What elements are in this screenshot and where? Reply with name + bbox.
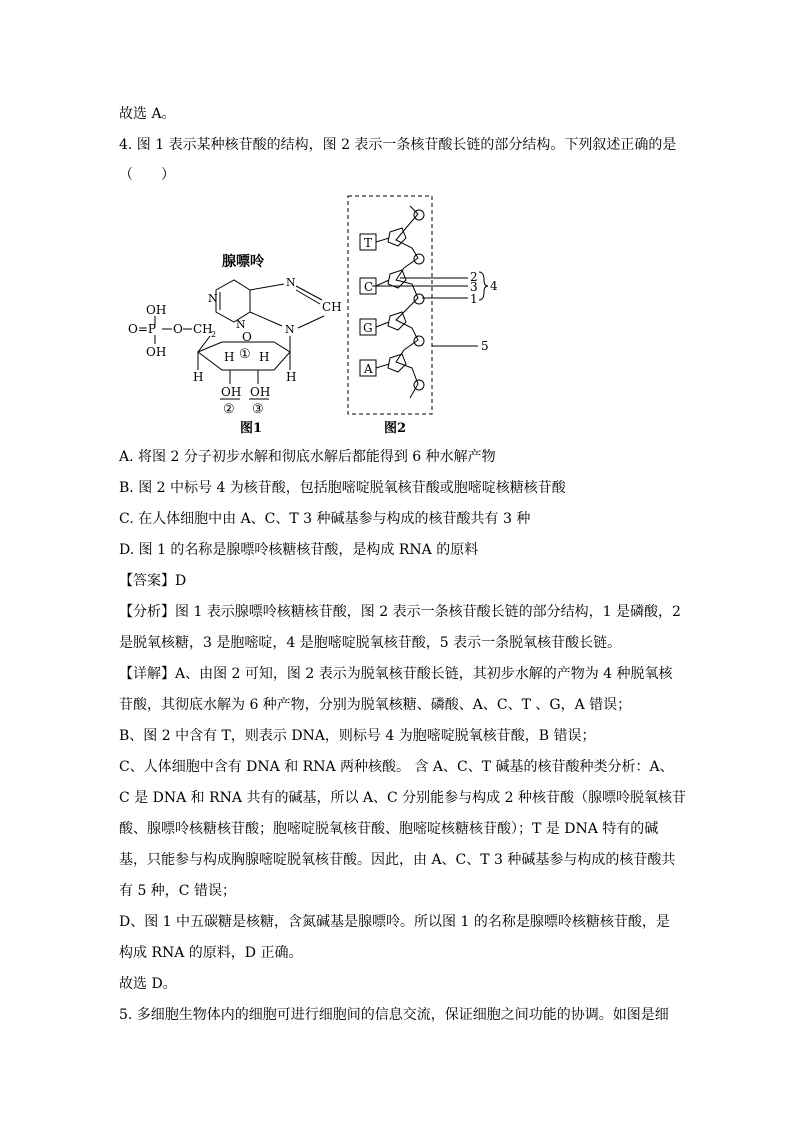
question-5-stem: 5. 多细胞生物体内的细胞可进行细胞间的信息交流，保证细胞之间功能的协调。如图是细 [119,1007,669,1023]
dashed-frame [348,196,432,414]
phosphate-oh-top: OH [146,303,167,317]
detail-line-8: 有 5 种，C 错误； [119,883,236,899]
sugar-h-right: H [286,370,297,384]
ring-n-bottom: N [285,323,295,336]
detail-line-9: D、图 1 中五碳糖是核糖，含氮碱基是腺嘌呤。所以图 1 的名称是腺嘌呤核糖核苷酸，是 [119,914,670,930]
detail-line-2: 苷酸，其彻底水解为 6 种产物，分别为脱氧核糖、磷酸、A、C、T 、G，A 错误； [119,697,632,713]
sugar-h-mid: H [224,350,235,364]
base-box-G: G [363,321,373,335]
ring-n-top: N [286,276,296,289]
oh-right: OH [250,385,271,399]
phosphate-o-link: O [173,322,183,336]
label-4: 4 [490,279,498,293]
detail-line-10: 构成 RNA 的原料，D 正确。 [119,945,303,961]
ring-n-left: N [208,292,218,305]
answer-line: 【答案】D [119,573,187,589]
detail-line-1: 【详解】A、由图 2 可知，图 2 表示为脱氧核苷酸长链，其初步水解的产物为 4 种脱氧核 [119,666,673,682]
ring-ch: CH [322,300,342,314]
marker-3: ③ [252,402,264,417]
pyrimidine-ring [216,280,250,322]
conclusion-line: 故选 D。 [119,976,177,992]
phosphate-oh-bottom: OH [146,345,167,359]
figure-2 [348,196,498,436]
sugar-h-top-mid: H [259,350,270,364]
brace-4 [479,272,488,300]
oh-left: OH [221,385,242,399]
sugar-h-left: H [193,370,204,384]
marker-2: ② [223,402,235,417]
detail-line-3: B、图 2 中含有 T，则表示 DNA，则标号 4 为胞嘧啶脱氧核苷酸，B 错误； [119,728,596,744]
base-box-C: C [364,280,374,294]
ring-oxygen: O [242,330,252,344]
ch2-label: CH [193,322,213,336]
detail-line-7: 基，只能参与构成胸腺嘧啶脱氧核苷酸。因此，由 A、C、T 3 种碱基参与构成的核苷酸共 [119,852,676,868]
ch2-subscript: 2 [211,330,217,339]
label-5: 5 [481,339,489,353]
option-d: D. 图 1 的名称是腺嘌呤核糖核苷酸，是构成 RNA 的原料 [119,542,479,558]
analysis-line-2: 是脱氧核糖，3 是胞嘧啶，4 是胞嘧啶脱氧核苷酸，5 表示一条脱氧核苷酸长链。 [119,635,622,651]
base-box-A: A [364,362,373,376]
analysis-line-1: 【分析】图 1 表示腺嘌呤核糖核苷酸，图 2 表示一条核苷酸长链的部分结构，1 是磷酸，2 [119,604,681,620]
figure-nucleotide [110,188,510,442]
text-line: 故选 A。 [119,106,176,122]
question-4-stem: 4. 图 1 表示某种核苷酸的结构，图 2 表示一条核苷酸长链的部分结构。下列叙述正确的是 [119,137,677,153]
label-3: 3 [470,280,478,294]
base-box-T: T [364,236,373,250]
figure-2-caption: 图2 [384,421,407,436]
ring-n-mid: N [236,318,246,331]
figure-svg [110,188,510,438]
marker-1: ① [239,347,251,362]
figure-1-caption: 图1 [240,421,263,436]
label-1: 1 [470,292,478,306]
option-a: A. 将图 2 分子初步水解和彻底水解后都能得到 6 种水解产物 [119,449,496,465]
option-c: C. 在人体细胞中由 A、C、T 3 种碱基参与构成的核苷酸共有 3 种 [119,511,531,527]
detail-line-4: C、人体细胞中含有 DNA 和 RNA 两种核酸。 含 A、C、T 碱基的核苷酸种类分析：A、 [119,759,674,775]
detail-line-6: 酸、腺嘌呤核糖核苷酸；胞嘧啶脱氧核苷酸、胞嘧啶核糖核苷酸）；T 是 DNA 特有的碱 [119,821,659,837]
detail-line-5: C 是 DNA 和 RNA 共有的碱基，所以 A、C 分别能参与构成 2 种核苷酸（腺嘌呤脱氧核苷 [119,790,686,806]
figure-1 [128,253,342,436]
question-4-blank: （ ） [119,167,175,183]
phosphate-p: O=P [128,322,156,336]
option-b: B. 图 2 中标号 4 为核苷酸，包括胞嘧啶脱氧核苷酸或胞嘧啶核糖核苷酸 [119,480,566,496]
base-name: 腺嘌呤 [222,254,264,270]
label-2: 2 [470,270,478,284]
